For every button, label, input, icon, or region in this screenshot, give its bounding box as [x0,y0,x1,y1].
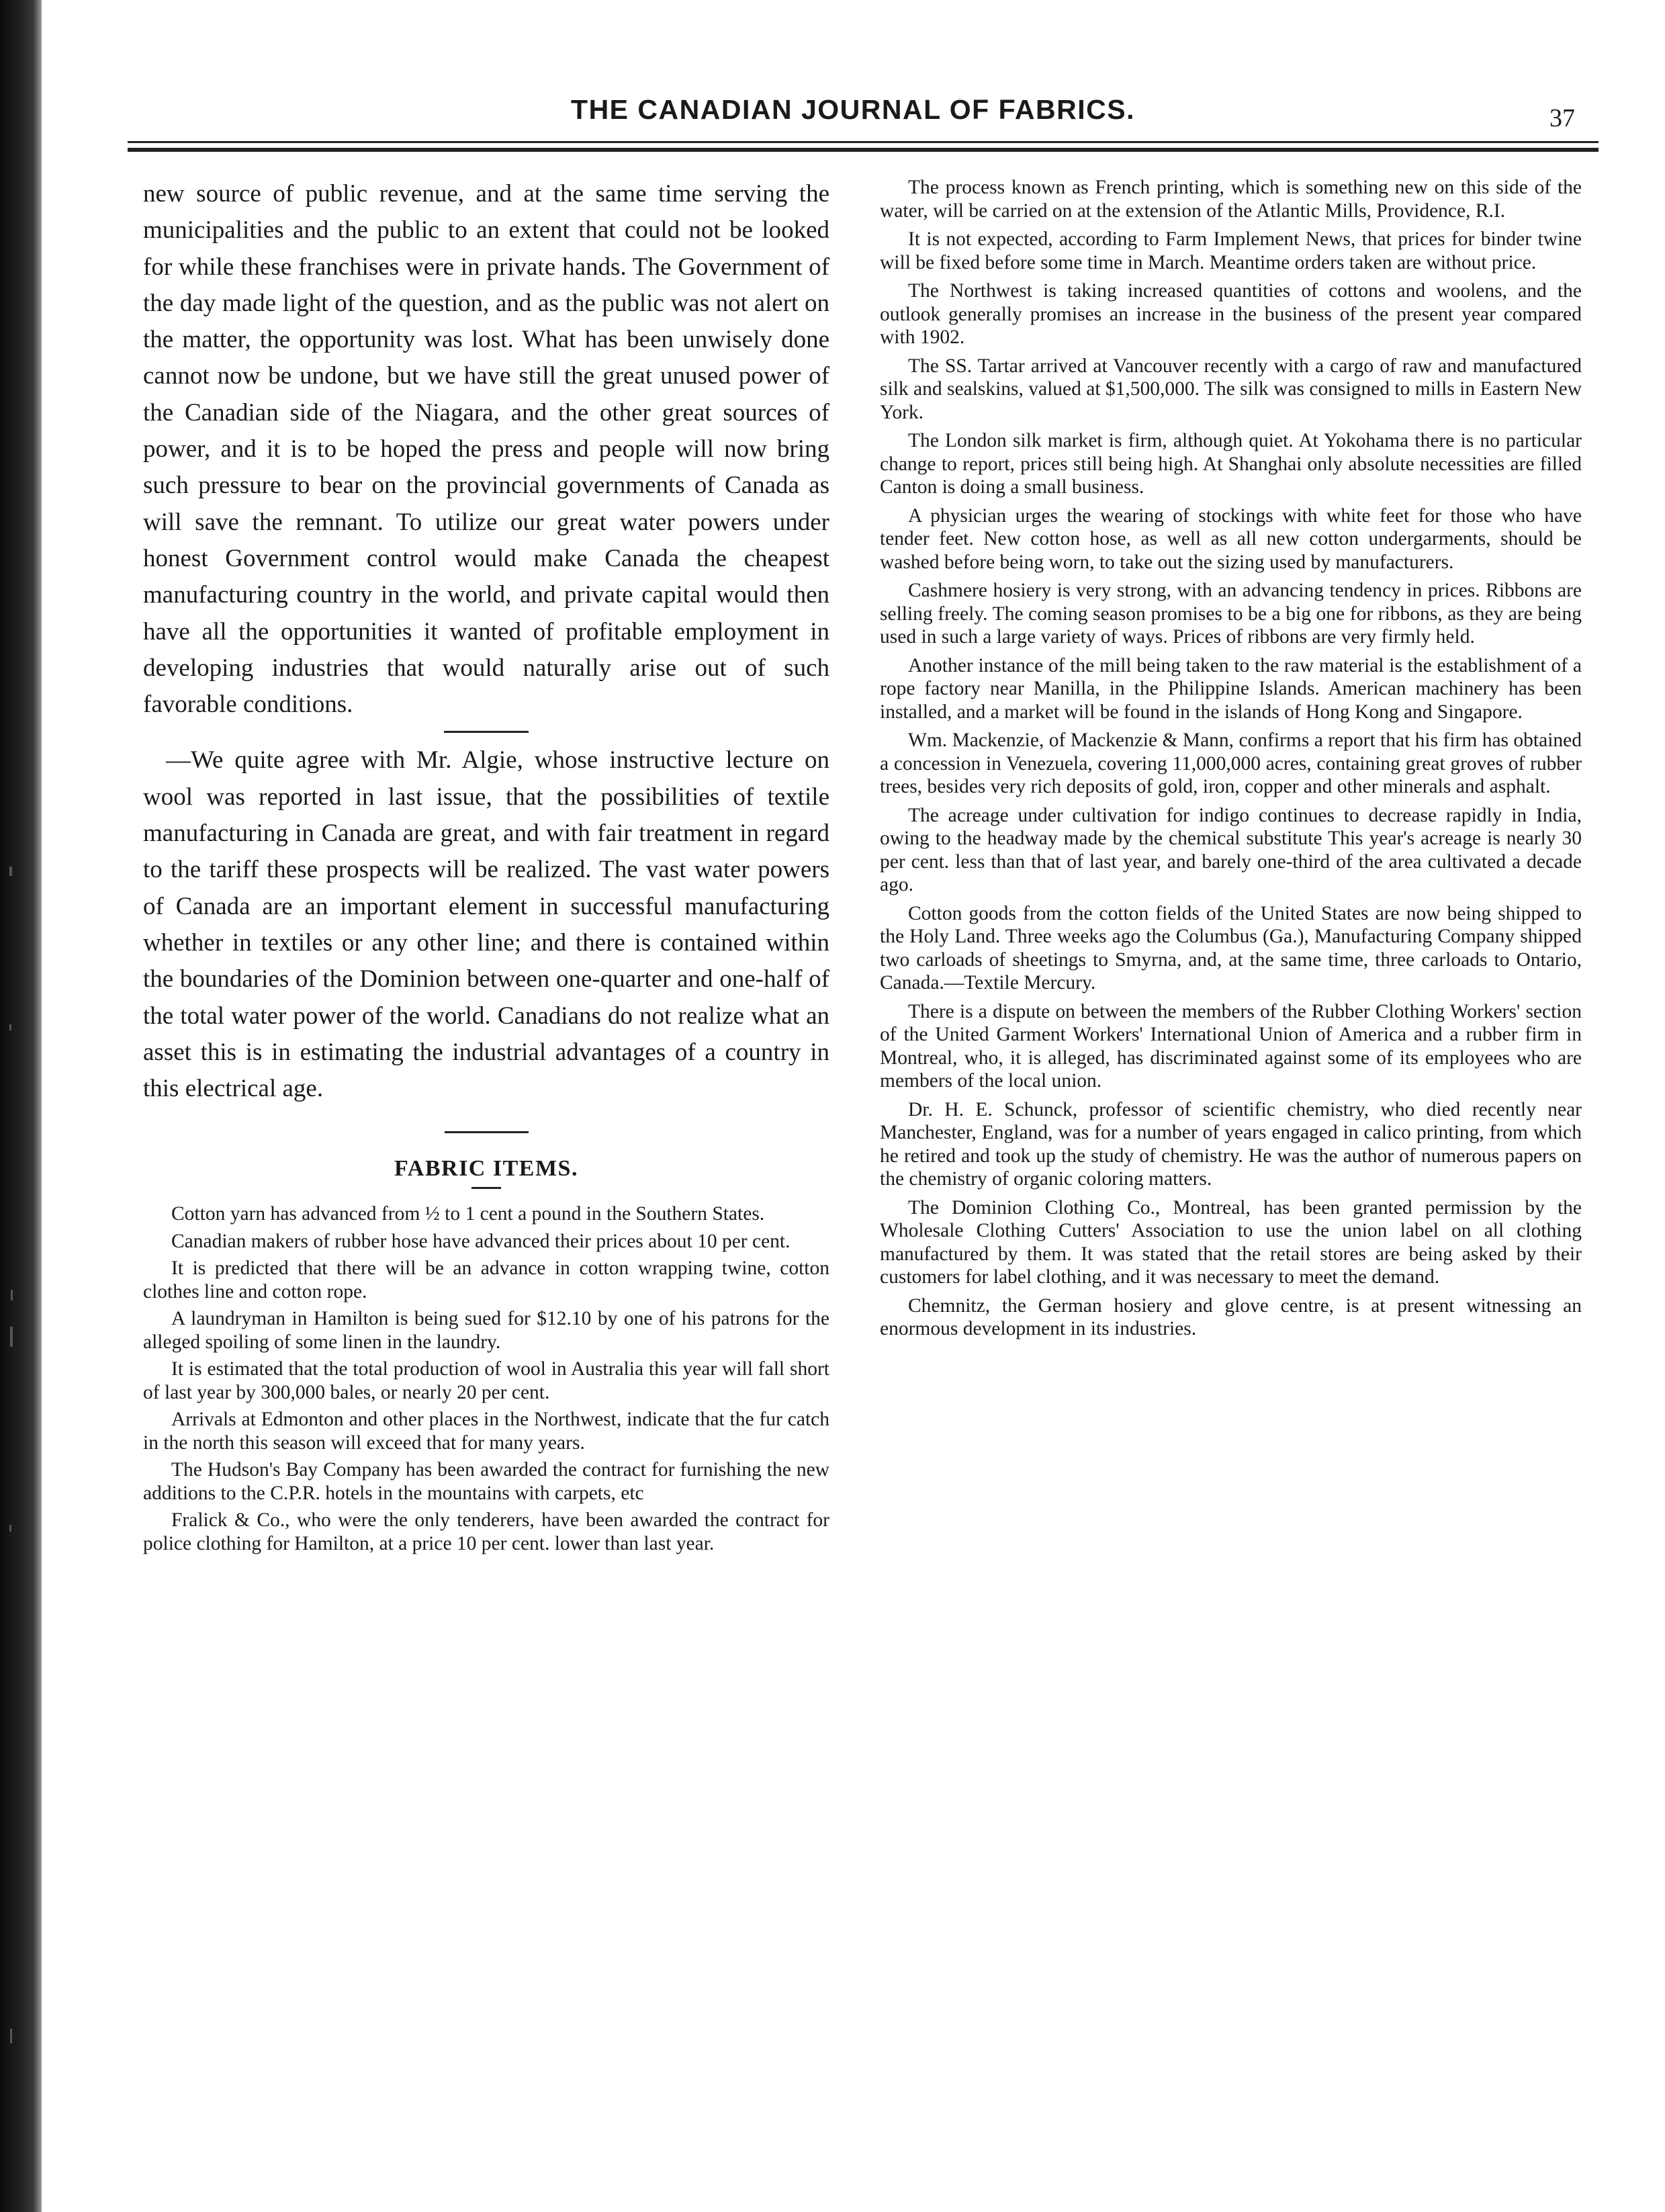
news-item: Cotton goods from the cotton fields of the United States are now being shipped to the Holy Land. Three weeks ago the Columbus (Ga.), Manufacturing Company shipped two carloads of sheetings to Smyrna, and, at the same time, three carloads to Ontario, Canada.—Textile Mercury. [880,902,1582,993]
news-item: Wm. Mackenzie, of Mackenzie & Mann, confirms a report that his firm has obtained a concession in Venezuela, covering 11,000,000 acres, containing great groves of rubber trees, besides very rich deposits of gold, iron, copper and other minerals and asphalt. [880,729,1582,797]
news-item: Dr. H. E. Schunck, professor of scientific chemistry, who died recently near Manchester, England, was for a number of years engaged in calico printing, from which he retired and took up the study of chemistry. He was the author of numerous papers on the chemistry of organic coloring matters. [880,1098,1582,1190]
news-item: Arrivals at Edmonton and other places in the Northwest, indicate that the fur catch in the north this season will exceed that for many years. [143,1409,829,1454]
left-column [143,176,829,1559]
news-item: Cashmere hosiery is very strong, with an advancing tendency in prices. Ribbons are selling freely. The coming season promises to be a big one for ribbons, as they are being used in such a large variety of ways. Prices of ribbons are very firmly held. [880,580,1582,648]
news-item: There is a dispute on between the members of the Rubber Clothing Workers' section of the United Garment Workers' International Union of America and a rubber firm in Montreal, who, it is alleged, has discriminated against some of its employees who are members of the local union. [880,1000,1582,1092]
title-underline [471,1187,501,1189]
news-item: The Northwest is taking increased quantities of cottons and woolens, and the outlook generally promises an increase in the business of the present year compared with 1902. [880,280,1582,348]
news-item: A laundryman in Hamilton is being sued for $12.10 by one of his patrons for the alleged spoiling of some linen in the laundry. [143,1308,829,1353]
news-item: It is not expected, according to Farm Implement News, that prices for binder twine will be fixed before some time in March. Meantime orders taken are without price. [880,228,1582,273]
news-item: Cotton yarn has advanced from ½ to 1 cent a pound in the Southern States. [171,1203,765,1225]
news-item: The London silk market is firm, although quiet. At Yokohama there is no particular change to report, prices still being high. At Shanghai only absolute necessities are filled Canton is doing a small business. [880,430,1582,498]
section-title: FABRIC ITEMS. [394,1156,578,1182]
news-item: The SS. Tartar arrived at Vancouver recently with a cargo of raw and manufactured silk and sealskins, valued at $1,500,000. The silk was consigned to mills in Eastern New York. [880,355,1582,423]
news-item: It is estimated that the total production of wool in Australia this year will fall short of last year by 300,000 bales, or nearly 20 per cent. [143,1358,829,1403]
news-item: The acreage under cultivation for indigo continues to decrease rapidly in India, owing to the headway made by the chemical substitute This year's acreage is nearly 30 per cent. less than that of last year, and barely one-third of the area cultivated a decade ago. [880,804,1582,895]
running-head-title: THE CANADIAN JOURNAL OF FABRICS. [571,94,1135,125]
margin-specks [0,0,42,2212]
header-rule-thin [128,141,1599,143]
news-item: Chemnitz, the German hosiery and glove centre, is at present witnessing an enormous development in its industries. [880,1294,1582,1339]
editorial-paragraph: new source of public revenue, and at the same time serving the municipalities and the public to an extent that could not be looked for while these franchises were in private hands. The Government of the day made light of the question, and as the public was not alert on the matter, the opportunity was lost. What has been unwisely done cannot now be undone, but we have still the great unused power of the Canadian side of the Niagara, and the other great sources of power, and it is to be hoped the press and people will now bring such pressure to bear on the provincial governments of Canada as will save the remnant. To utilize our great water powers under honest Government control would make Canada the cheapest manufacturing country in the world, and private capital would then have all the opportunities it wanted of profitable employment in developing industries that would naturally arise out of such favorable conditions. [143,180,829,719]
news-item: A physician urges the wearing of stockings with white feet for those who have tender feet. New cotton hose, as well as all new cotton undergarments, should be washed before being worn, to take out the sizing used by manufacturers. [880,504,1582,573]
news-item: Canadian makers of rubber hose have advanced their prices about 10 per cent. [171,1230,791,1252]
page-number: 37 [1549,104,1575,132]
news-item: The Hudson's Bay Company has been awarded the contract for furnishing the new additions to the C.P.R. hotels in the mountains with carpets, etc [143,1459,829,1504]
editorial-paragraph: —We quite agree with Mr. Algie, whose instructive lecture on wool was reported in last issue, that the possibilities of textile manufacturing in Canada are great, and with fair treatment in regard to the tariff these prospects will be realized. The vast water powers of Canada are an important element in successful manufacturing whether in textiles or any other line; and there is contained within the boundaries of the Dominion between one-quarter and one-half of the total water power of the world. Canadians do not realize what an asset this is in estimating the industrial advantages of a country in this electrical age. [143,746,829,1103]
header-rule-thick [128,148,1599,152]
news-item: Another instance of the mill being taken to the raw material is the establishment of a rope factory near Manilla, in the Philippine Islands. American machinery has been installed, and a market will be found in the islands of Hong Kong and Singapore. [880,654,1582,723]
section-separator [445,1131,529,1133]
news-item: It is predicted that there will be an advance in cotton wrapping twine, cotton clothes line and cotton rope. [143,1257,829,1302]
news-item: Fralick & Co., who were the only tenderers, have been awarded the contract for police clothing for Hamilton, at a price 10 per cent. lower than last year. [143,1509,829,1554]
right-column [880,176,1582,1346]
news-item: The Dominion Clothing Co., Montreal, has been granted permission by the Wholesale Clothing Cutters' Association to use the union label on all clothing manufactured by them. It was stated that the retail stores are being asked by their customers for label clothing, and it was necessary to meet the demand. [880,1196,1582,1288]
editorial-separator [444,731,529,733]
news-item: The process known as French printing, which is something new on this side of the water, will be carried on at the extension of the Atlantic Mills, Providence, R.I. [880,177,1582,222]
